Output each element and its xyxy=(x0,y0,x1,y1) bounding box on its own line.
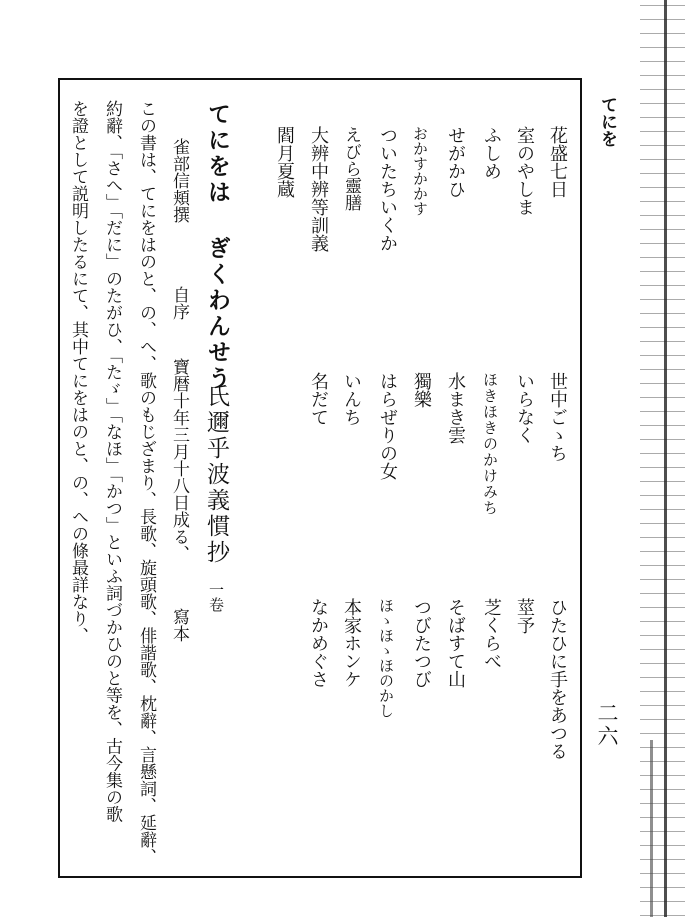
entry-top: 名だて xyxy=(308,372,329,426)
section-title: てにをは ぎくわんせう xyxy=(204,102,231,392)
entry-bottom: なかめぐさ xyxy=(308,598,329,688)
scan-edge-line-lower xyxy=(650,740,653,917)
entry-top: 水まき雲 xyxy=(445,372,466,444)
source-title: 氏邇乎波義慣抄 xyxy=(203,384,229,566)
entry-left: えびら靈膳 xyxy=(341,126,361,211)
entry-bottom: 莖予 xyxy=(514,598,535,634)
scan-edge-noise xyxy=(640,0,685,917)
volume-count: 一卷 xyxy=(207,582,225,612)
entry-top: 世中ごゝち xyxy=(547,372,568,462)
entry-top: いらなく xyxy=(514,372,535,444)
entry-top: 獨樂 xyxy=(411,372,432,408)
copy-type: 寫本 xyxy=(169,608,189,642)
preface-label: 自序 xyxy=(169,286,189,320)
body-line: を證として説明したるにて、其中てにをはのと、の、への條最詳なり、 xyxy=(68,100,88,644)
entry-top: ほきほきのかけみち xyxy=(481,372,499,516)
entry-top: いんち xyxy=(341,372,362,426)
entry-left: せがかひ xyxy=(445,126,466,198)
completion-date: 寶暦十年三月十八日成る、 xyxy=(169,358,189,562)
entry-bottom: ほゝほゝほのかし xyxy=(377,598,395,718)
running-title: てにを xyxy=(597,96,617,147)
author: 雀部信頬撰 xyxy=(169,138,189,223)
body-line: 約辭、「さへ」「だに」のたがひ、「たゞ」「なほ」「かつ」といふ詞づかひのと等を、古今集の歌 xyxy=(102,100,122,823)
entry-left: 室のやしま xyxy=(514,126,535,216)
entry-left: ついたちいくか xyxy=(377,126,398,252)
entry-left: ふしめ xyxy=(481,126,502,180)
entry-left: 花盛七日 xyxy=(547,126,568,198)
entry-left: おかすかかす xyxy=(411,126,429,216)
entry-bottom: 本家ホンケ xyxy=(341,598,362,688)
entry-left: 大辨中辨等訓義 xyxy=(308,126,329,252)
entry-bottom: ひたひに手をあつる xyxy=(547,598,568,760)
body-line: この書は、てにをはのと、の、へ、歌のもじざまり、長歌、旋頭歌、俳諧歌、枕辭、言懸詞、延辭、 xyxy=(136,100,156,865)
entry-bottom: そばすて山 xyxy=(445,598,466,688)
scan-edge-line xyxy=(664,0,667,917)
entry-left: 閻月夏蔵 xyxy=(274,126,295,198)
page-number: 二六 xyxy=(595,702,619,748)
entry-top: はらぜりの女 xyxy=(377,372,398,480)
entry-bottom: つびたつび xyxy=(411,598,432,688)
entry-bottom: 芝くらべ xyxy=(481,598,502,670)
